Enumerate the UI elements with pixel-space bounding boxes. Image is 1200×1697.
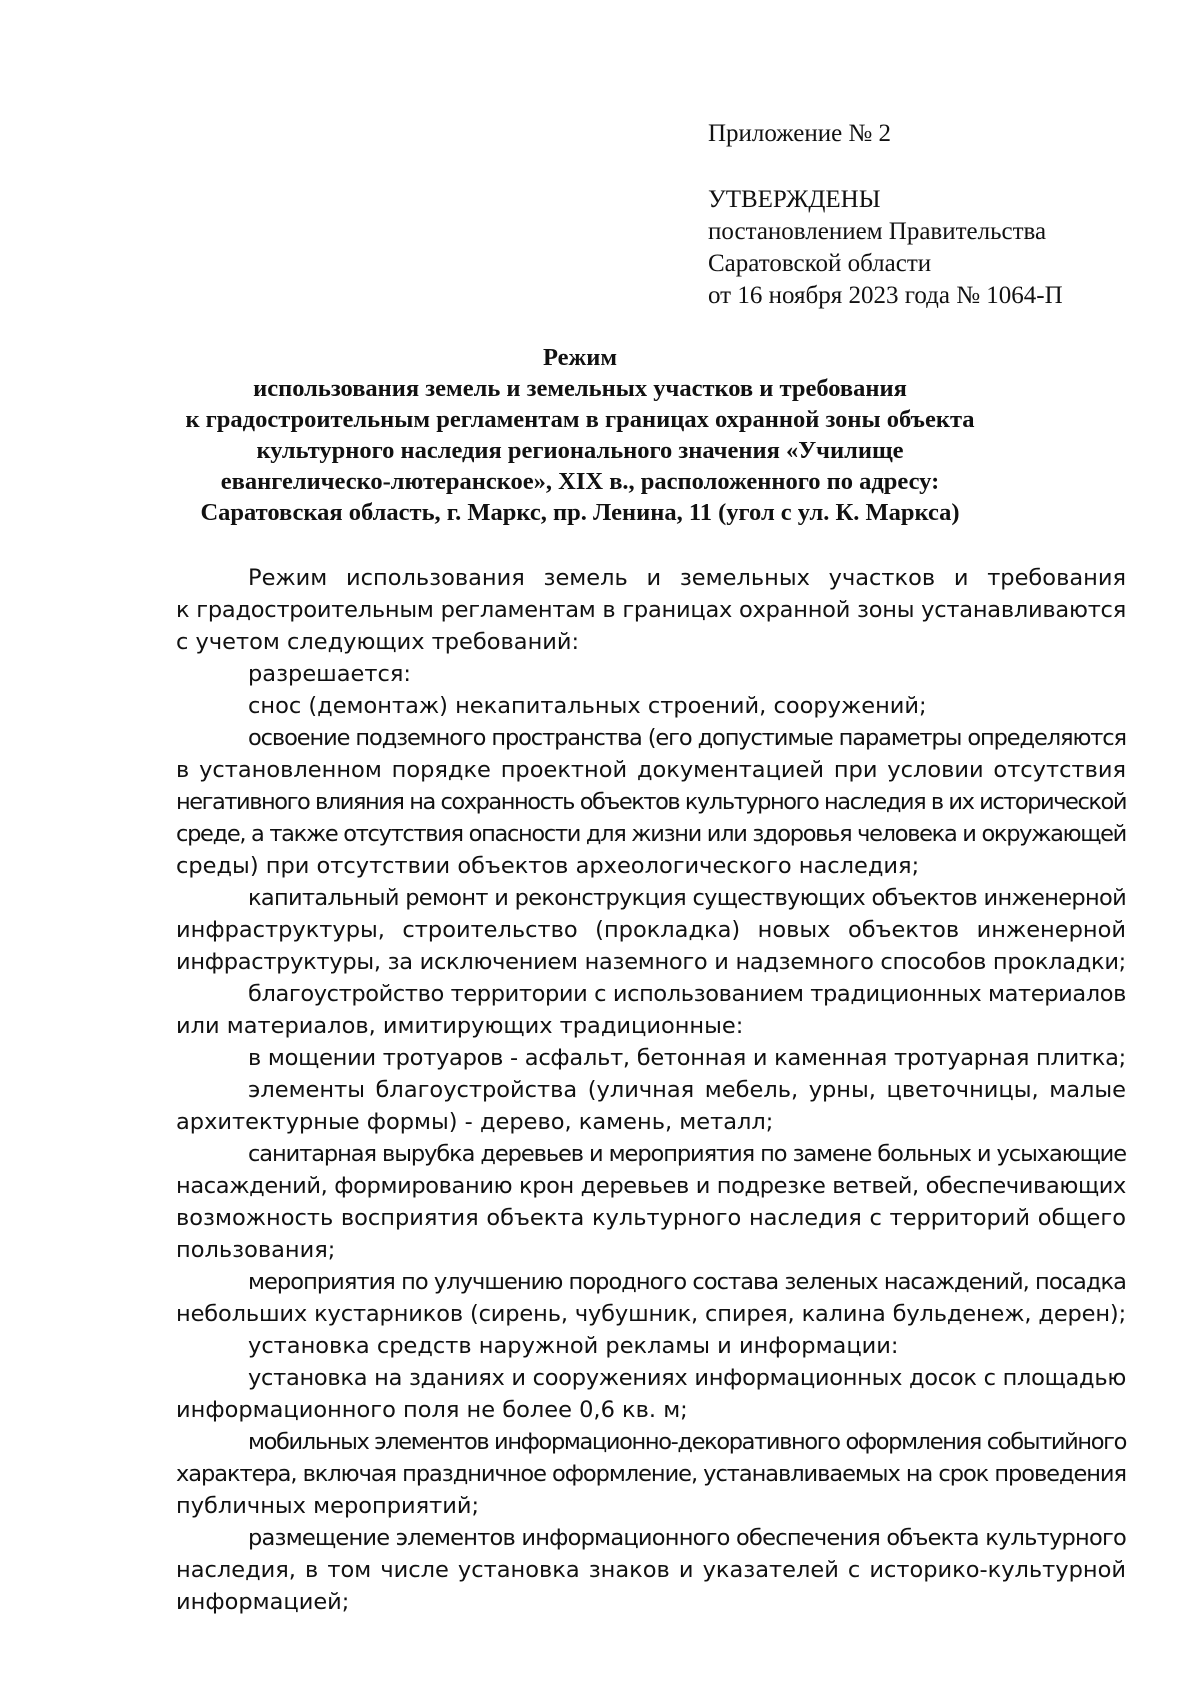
body-line: мероприятия по улучшению породного состава зеленых насаждений, посадка [248, 1269, 1126, 1295]
body-line: архитектурные формы) - дерево, камень, металл; [176, 1109, 774, 1135]
body-line: публичных мероприятий; [176, 1493, 480, 1519]
body-line: освоение подземного пространства (его допустимые параметры определяются [248, 725, 1126, 751]
body-line: разрешается: [248, 661, 411, 687]
body-line: инфраструктуры, за исключением наземного и надземного способов прокладки; [176, 949, 1126, 975]
body-line: благоустройство территории с использованием традиционных материалов [248, 981, 1127, 1007]
body-line: установка средств наружной рекламы и информации: [248, 1333, 899, 1359]
body-line: насаждений, формированию крон деревьев и подрезке ветвей, обеспечивающих [176, 1173, 1126, 1199]
body-line: снос (демонтаж) некапитальных строений, сооружений; [248, 693, 927, 719]
document-title [160, 342, 1000, 528]
appendix-label: Приложение № 2 [708, 120, 892, 147]
approval-line: Саратовской области [708, 250, 932, 277]
body-line: с учетом следующих требований: [176, 629, 580, 655]
body-line: мобильных элементов информационно-декоративного оформления событийного [248, 1429, 1127, 1455]
body-line: или материалов, имитирующих традиционные: [176, 1013, 744, 1039]
title-line: к градостроительным регламентам в границах охранной зоны объекта [185, 406, 975, 433]
body-line: инфраструктуры, строительство (прокладка) новых объектов инженерной [176, 917, 1126, 943]
body-line: среды) при отсутствии объектов археологического наследия; [176, 853, 920, 879]
body-line: в мощении тротуаров - асфальт, бетонная и каменная тротуарная плитка; [248, 1045, 1127, 1071]
approval-line: постановлением Правительства [708, 218, 1047, 245]
title-line: Режим [542, 344, 618, 371]
body-line: небольших кустарников (сирень, чубушник, спирея, калина бульденеж, дерен); [176, 1301, 1127, 1327]
body-line: Режим использования земель и земельных участков и требования [248, 565, 1126, 591]
title-line: использования земель и земельных участков и требования [253, 375, 907, 402]
approval-block [708, 184, 1063, 312]
approval-line: УТВЕРЖДЕНЫ [708, 186, 881, 213]
body-line: пользования; [176, 1237, 336, 1263]
body-line: негативного влияния на сохранность объектов культурного наследия в их исторической [176, 789, 1126, 815]
document-body [176, 562, 1126, 1618]
body-line: капитальный ремонт и реконструкция существующих объектов инженерной [248, 885, 1126, 911]
body-line: в установленном порядке проектной документацией при условии отсутствия [176, 757, 1126, 783]
title-line: культурного наследия регионального значения «Училище [256, 437, 904, 464]
body-line: характера, включая праздничное оформление, устанавливаемых на срок проведения [176, 1461, 1126, 1487]
body-line: размещение элементов информационного обеспечения объекта культурного [248, 1525, 1127, 1551]
body-line: информационного поля не более 0,6 кв. м; [176, 1397, 688, 1423]
body-line: элементы благоустройства (уличная мебель, урны, цветочницы, малые [248, 1077, 1126, 1103]
body-line: информацией; [176, 1589, 350, 1615]
body-line: наследия, в том числе установка знаков и указателей с историко-культурной [176, 1557, 1126, 1583]
title-line: Саратовская область, г. Маркс, пр. Ленина, 11 (угол с ул. К. Маркса) [200, 499, 960, 526]
title-line: евангелическо-лютеранское», XIX в., расположенного по адресу: [220, 468, 940, 495]
approval-line: от 16 ноября 2023 года № 1064-П [708, 282, 1063, 309]
body-line: среде, а также отсутствия опасности для жизни или здоровья человека и окружающей [176, 821, 1126, 847]
body-line: возможность восприятия объекта культурного наследия с территорий общего [176, 1205, 1126, 1231]
body-line: к градостроительным регламентам в границах охранной зоны устанавливаются [176, 597, 1126, 623]
body-line: санитарная вырубка деревьев и мероприятия по замене больных и усыхающие [248, 1141, 1126, 1167]
body-line: установка на зданиях и сооружениях информационных досок с площадью [248, 1365, 1126, 1391]
